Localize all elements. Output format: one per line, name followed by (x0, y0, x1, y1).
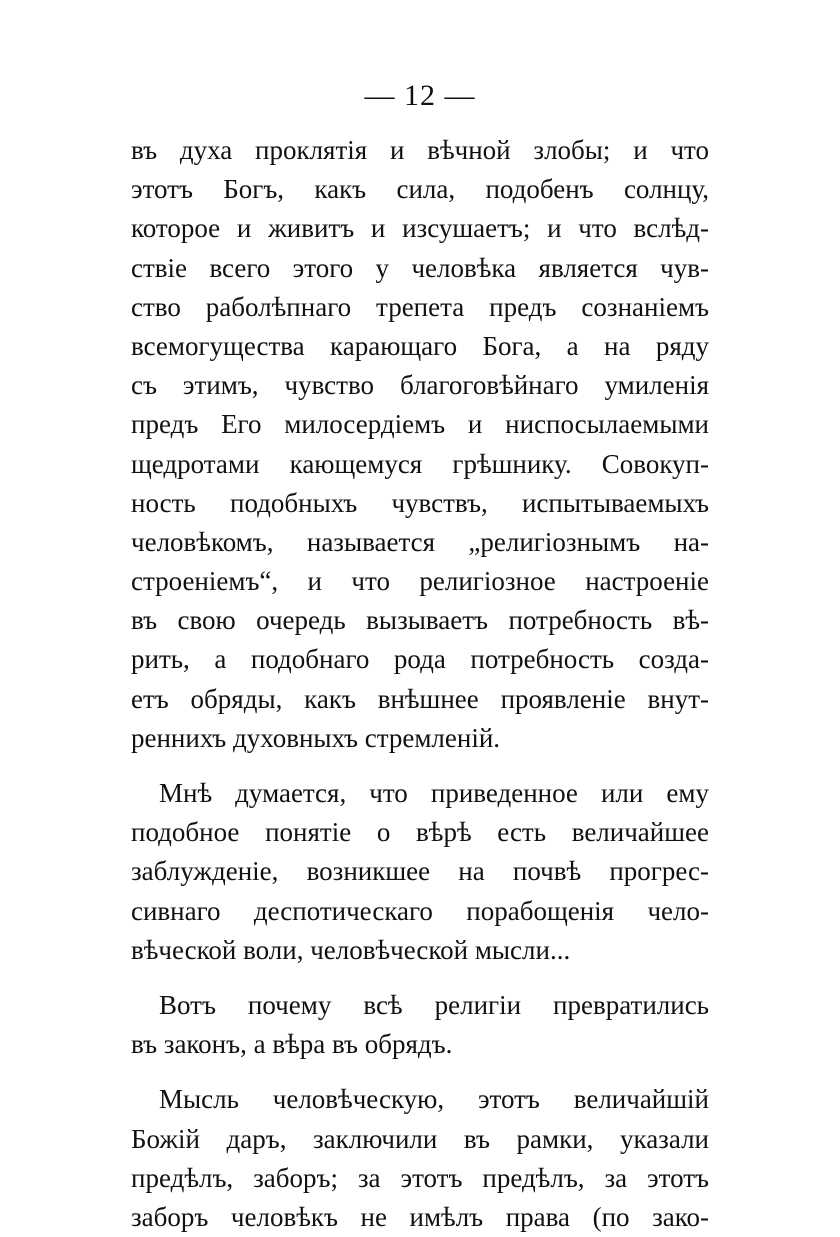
body-text (131, 131, 709, 1237)
text-line: въ свою очередь вызываетъ потребность вѣ- (131, 605, 709, 636)
paragraph-4 (131, 1080, 709, 1237)
text-line: въ духа проклятія и вѣчной злобы; и что (131, 135, 709, 165)
text-line: въ законъ, а вѣра въ обрядъ. (131, 1029, 453, 1060)
text-line: етъ обряды, какъ внѣшнее проявленіе внут- (131, 683, 709, 714)
text-line: ствіе всего этого у человѣка является чув- (131, 252, 709, 283)
text-line: сивнаго деспотическаго порабощенія чело- (131, 895, 709, 926)
text-line: всемогущества карающаго Бога, а на ряду (131, 330, 709, 361)
text-line: щедротами кающемуся грѣшнику. Совокуп- (131, 448, 709, 479)
text-line: предѣлъ, заборъ; за этотъ предѣлъ, за этотъ (131, 1162, 709, 1193)
text-line: вѣческой воли, человѣческой мысли... (131, 934, 571, 965)
text-line: человѣкомъ, называется „религіознымъ на- (131, 526, 709, 557)
paragraph-gap (131, 758, 709, 774)
paragraph-gap (131, 1064, 709, 1080)
text-line: которое и живитъ и изсушаетъ; и что вслѣд- (131, 213, 709, 244)
text-line: Божій даръ, заключили въ рамки, указали (131, 1123, 709, 1154)
paragraph-2 (131, 774, 709, 970)
text-line: подобное понятіе о вѣрѣ есть величайшее (131, 817, 709, 848)
text-line: реннихъ духовныхъ стремленій. (131, 722, 501, 753)
text-line: Мысль человѣческую, этотъ величайшій (159, 1084, 709, 1115)
paragraph-gap (131, 970, 709, 986)
text-line: ство раболѣпнаго трепета предъ сознаніемъ (131, 291, 709, 322)
text-line: предъ Его милосердіемъ и ниспосылаемыми (131, 409, 709, 440)
text-line: ность подобныхъ чувствъ, испытываемыхъ (131, 487, 709, 518)
text-line: съ этимъ, чувство благоговѣйнаго умиленія (131, 370, 709, 401)
paragraph-3 (131, 986, 709, 1064)
text-line: строеніемъ“, и что религіозное настроеніе (131, 566, 709, 597)
text-line: заборъ человѣкъ не имѣлъ права (по зако- (131, 1201, 709, 1232)
text-line: Вотъ почему всѣ религіи превратились (159, 989, 709, 1020)
text-line: этотъ Богъ, какъ сила, подобенъ солнцу, (131, 174, 709, 205)
text-line: заблужденіе, возникшее на почвѣ прогрес- (131, 856, 709, 887)
page-number: — 12 — (364, 79, 476, 112)
text-line: Мнѣ думается, что приведенное или ему (159, 778, 709, 808)
paragraph-1 (131, 131, 709, 758)
text-line: рить, а подобнаго рода потребность созда- (131, 644, 709, 675)
